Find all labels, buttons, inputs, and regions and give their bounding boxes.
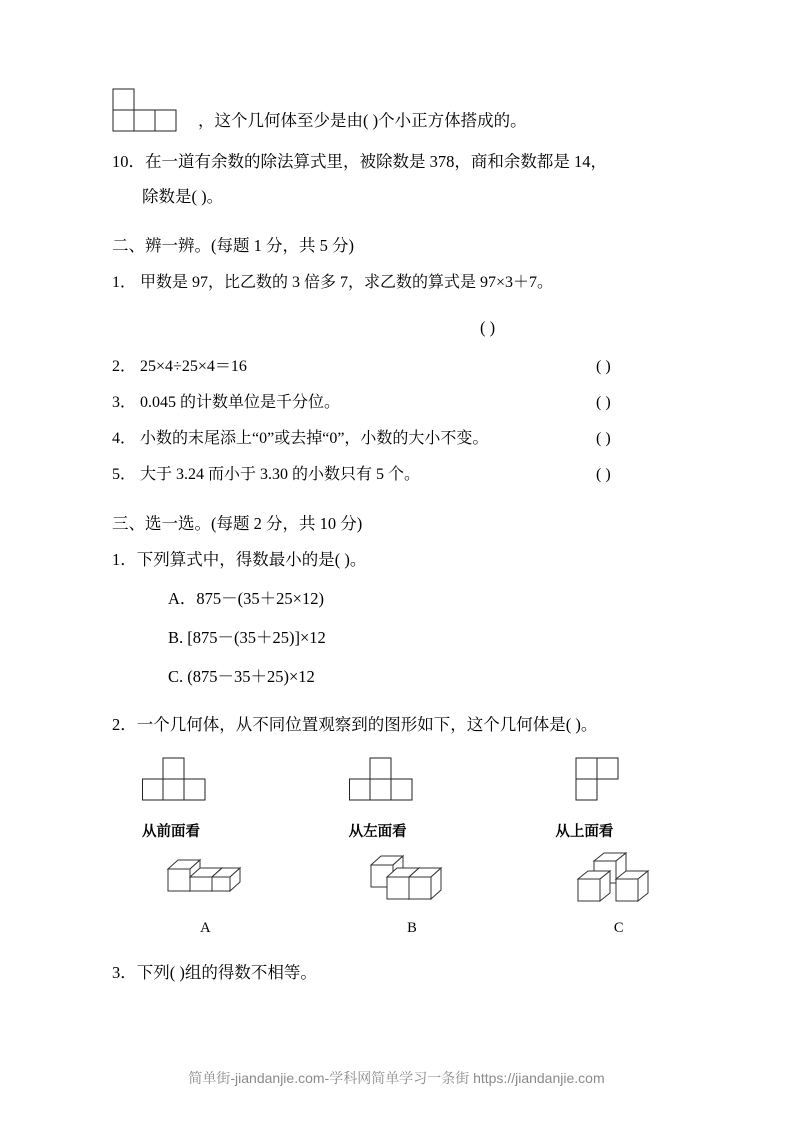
view-top-figure <box>555 756 682 814</box>
solid-option-a[interactable] <box>142 851 269 937</box>
view-front <box>142 756 269 841</box>
tf-item-1 <box>112 269 682 292</box>
solid-b-label: B <box>407 920 417 936</box>
tf-item-3-answer-paren[interactable]: ( ) <box>596 394 611 412</box>
tf-item-4-text: 小数的末尾添上“0”或去掉“0”，小数的大小不变。 <box>140 430 489 448</box>
tf-item-3-number: 3． <box>112 394 137 412</box>
question-10-number: 10． <box>112 152 145 171</box>
tf-item-1-text: 甲数是 97，比乙数的 3 倍多 7，求乙数的算式是 97×3＋7。 <box>140 273 554 291</box>
view-front-label: 从前面看 <box>142 824 200 840</box>
view-left-svg <box>349 756 433 814</box>
choice-2-stem: 一个几何体，从不同位置观察到的图形如下，这个几何体是( )。 <box>136 715 598 735</box>
solid-a-label: A <box>200 920 211 936</box>
choice-1-number: 1． <box>112 550 137 570</box>
tf-item-3-text: 0.045 的计数单位是千分位。 <box>140 394 341 412</box>
view-top-svg <box>555 756 639 814</box>
view-left-figure <box>349 756 476 814</box>
view-left-label: 从左面看 <box>348 824 407 840</box>
tf-item-5-answer-paren[interactable]: ( ) <box>596 466 611 484</box>
solid-a-svg <box>150 851 260 913</box>
footer-watermark: 简单街-jiandanjie.com-学科网简单学习一条街 https://jiandanjie.com <box>188 1070 605 1086</box>
section-3-title: 三、选一选。(每题 2 分，共 10 分) <box>112 514 363 534</box>
tf-item-3 <box>112 389 682 412</box>
tf-item-5-number: 5． <box>112 466 137 484</box>
choice-1-option-c[interactable]: C. (875－35＋25)×12 <box>168 666 315 686</box>
tf-item-1-number: 1． <box>112 273 137 291</box>
solid-c-svg <box>564 851 674 913</box>
question-10-row <box>112 150 682 175</box>
question-10-text: 在一道有余数的除法算式里，被除数是 378，商和余数都是 14， <box>145 152 607 171</box>
solid-c-label: C <box>613 920 624 936</box>
choice-3-stem: 下列( )组的得数不相等。 <box>136 963 317 982</box>
view-top-label: 从上面看 <box>555 824 614 840</box>
tf-item-1-answer-paren[interactable]: ( ) <box>480 317 496 337</box>
view-front-svg <box>142 756 226 814</box>
tf-item-5-text: 大于 3.24 而小于 3.30 的小数只有 5 个。 <box>140 466 421 484</box>
cube-shape-svg <box>112 88 198 134</box>
question-10-text2: 除数是( )。 <box>142 186 224 206</box>
worksheet-content <box>112 88 682 986</box>
solid-option-b[interactable] <box>349 851 476 937</box>
section-2-title: 二、辨一辨。(每题 1 分，共 5 分) <box>112 235 354 255</box>
tf-item-4-answer-paren[interactable]: ( ) <box>596 430 611 448</box>
tf-item-2 <box>112 353 682 376</box>
tf-item-4 <box>112 425 682 448</box>
view-top <box>555 756 682 841</box>
question-9-tail-row <box>112 88 682 132</box>
view-front-figure <box>142 756 269 814</box>
choice-2-row <box>112 713 682 738</box>
choice-1-stem: 下列算式中，得数最小的是( )。 <box>136 550 367 570</box>
tf-item-2-text: 25×4÷25×4＝16 <box>140 358 247 376</box>
tf-item-2-number: 2． <box>112 358 137 376</box>
solid-b-svg <box>357 851 467 913</box>
choice-1-row <box>112 548 682 573</box>
question-9-tail-text: ，这个几何体至少是由( )个小正方体搭成的。 <box>198 111 527 130</box>
choice-1-option-a[interactable]: A．875－(35＋25×12) <box>168 589 324 608</box>
view-left <box>349 756 476 841</box>
choice-1-option-b[interactable]: B. [875－(35＋25)]×12 <box>168 627 326 647</box>
cube-shape-figure <box>112 88 198 132</box>
solid-options <box>112 851 682 937</box>
tf-item-2-answer-paren[interactable]: ( ) <box>596 358 611 376</box>
tf-item-5 <box>112 461 682 484</box>
orthographic-views <box>112 756 682 841</box>
choice-3-row <box>112 961 682 986</box>
tf-item-4-number: 4． <box>112 430 137 448</box>
choice-2-number: 2． <box>112 715 137 735</box>
solid-option-c[interactable] <box>555 851 682 937</box>
choice-3-number: 3． <box>112 963 137 982</box>
